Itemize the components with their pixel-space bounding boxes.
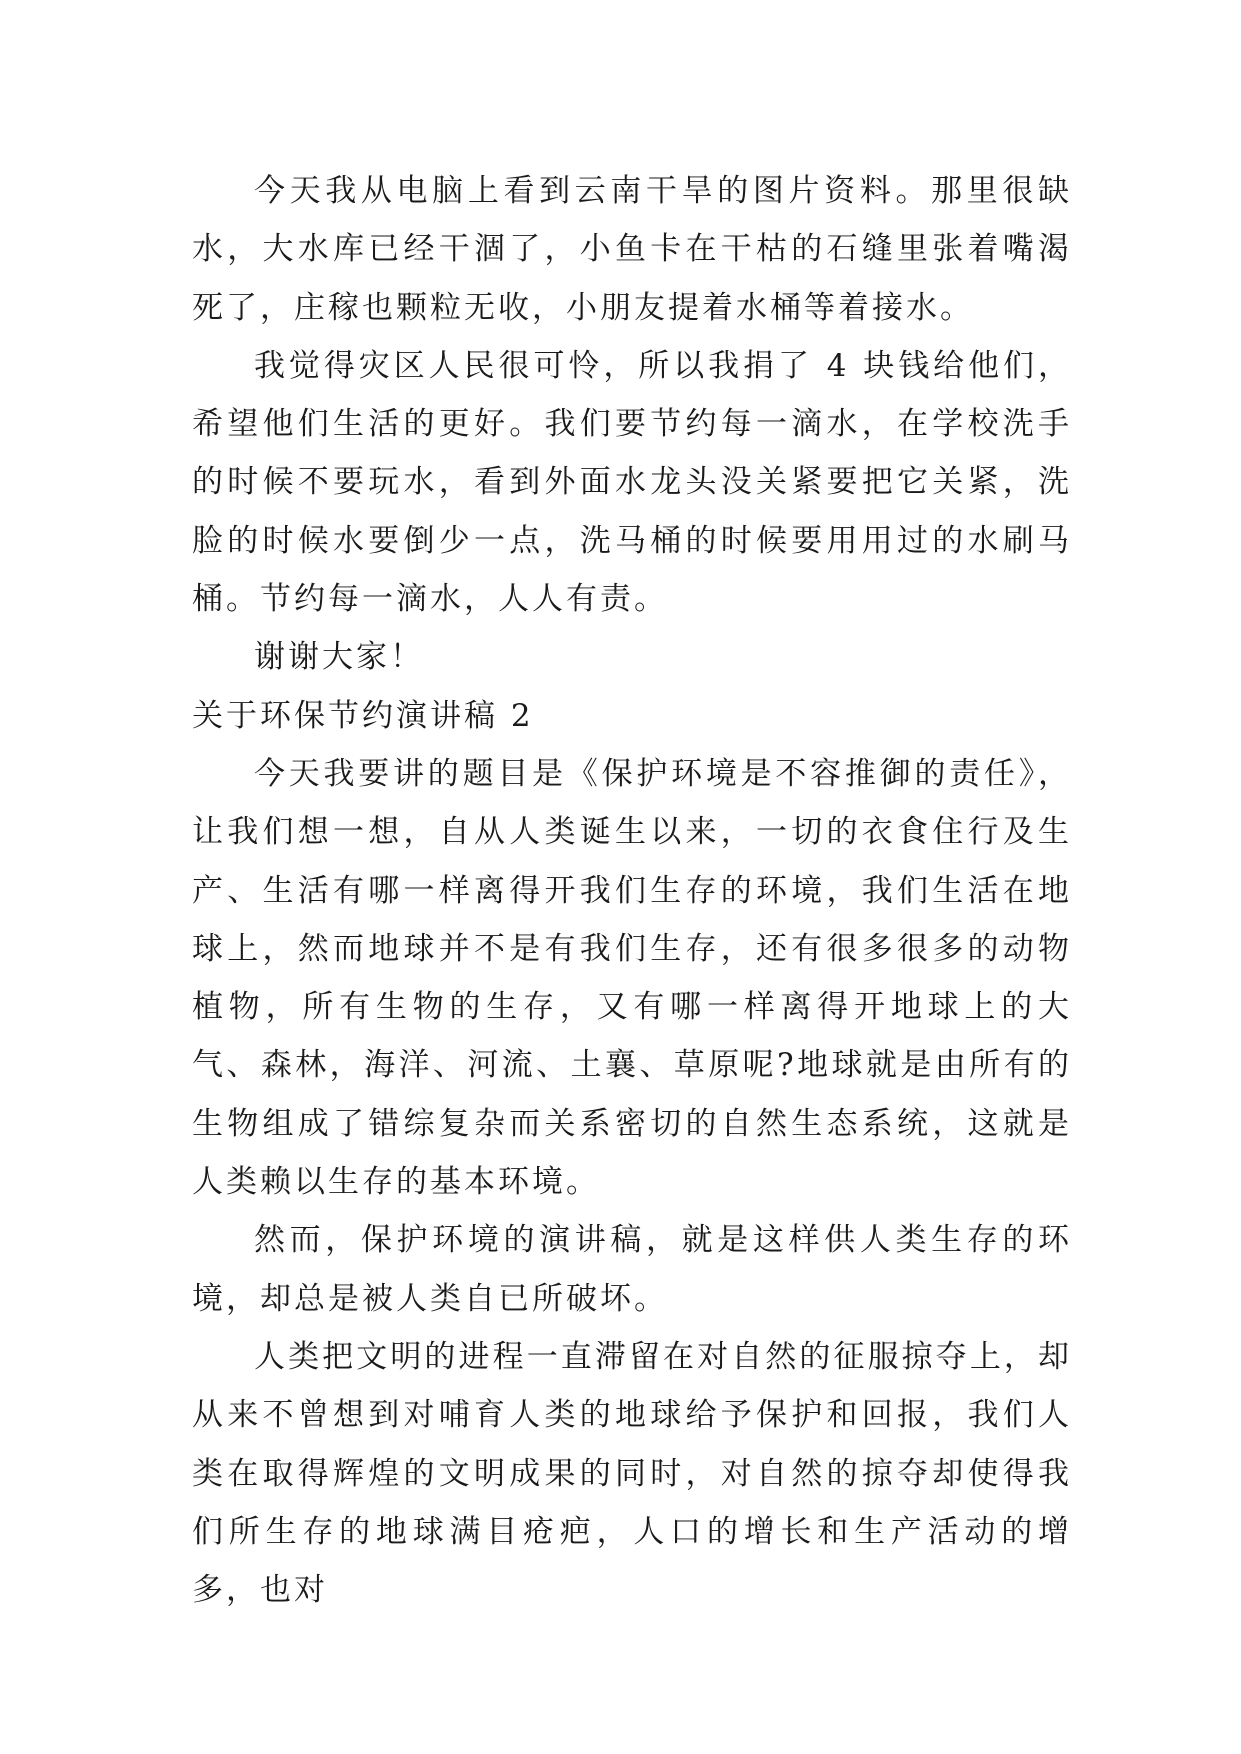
paragraph-civilization: 人类把文明的进程一直滞留在对自然的征服掠夺上，却从来不曾想到对哺育人类的地球给予保护和回报，我们人类在取得辉煌的文明成果的同时，对自然的掠夺却使得我们所生存的地球满目疮疤，人口的增长和生产活动的增多，也对: [192, 1338, 1072, 1609]
paragraph-thanks: 谢谢大家！: [254, 639, 424, 676]
document-body: [192, 162, 1072, 1619]
paragraph-donation: 我觉得灾区人民很可怜，所以我捐了 4 块钱给他们，希望他们生活的更好。我们要节约每一滴水，在学校洗手的时候不要玩水，看到外面水龙头没关紧要把它关紧，洗脸的时候水要倒少一点，洗马桶的时候要用用过的水刷马桶。节约每一滴水，人人有责。: [192, 347, 1072, 618]
paragraph-yunnan-drought: 今天我从电脑上看到云南干旱的图片资料。那里很缺水，大水库已经干涸了，小鱼卡在干枯的石缝里张着嘴渴死了，庄稼也颗粒无收，小朋友提着水桶等着接水。: [192, 173, 1072, 326]
section-title: 关于环保节约演讲稿 2: [192, 697, 534, 734]
paragraph-destruction: 然而，保护环境的演讲稿，就是这样供人类生存的环境，却总是被人类自已所破坏。: [192, 1222, 1072, 1317]
paragraph-topic: 今天我要讲的题目是《保护环境是不容推御的责任》，让我们想一想，自从人类诞生以来，一切的衣食住行及生产、生活有哪一样离得开我们生存的环境，我们生活在地球上，然而地球并不是有我们生存，还有很多很多的动物植物，所有生物的生存，又有哪一样离得开地球上的大气、森林，海洋、河流、土襄、草原呢?地球就是由所有的生物组成了错综复杂而关系密切的自然生态系统，这就是人类赖以生存的基本环境。: [192, 755, 1072, 1201]
